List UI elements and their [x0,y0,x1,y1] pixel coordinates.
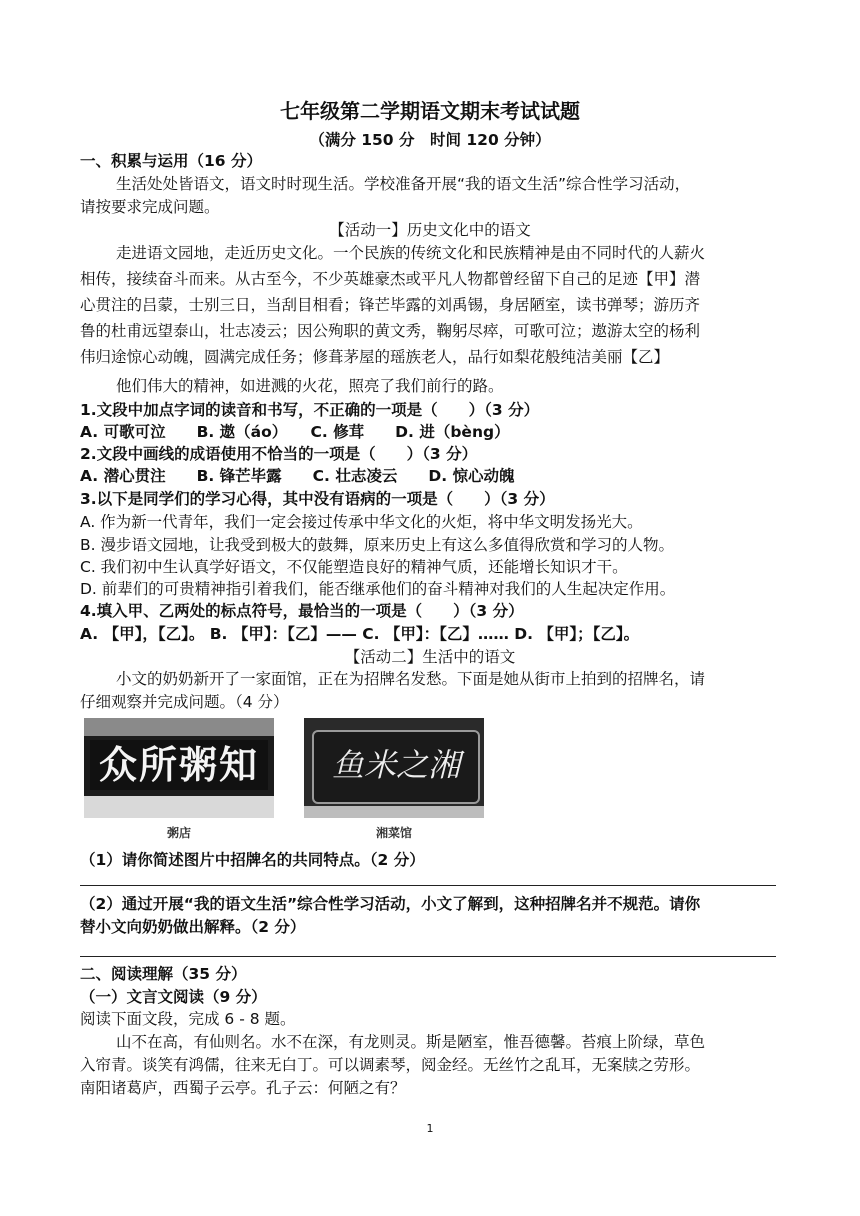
passage-line: 伟归途惊心动魄，圆满完成任务；修葺茅屋的瑶族老人，品行如梨花般纯洁美丽【乙】 [80,348,670,366]
question-1: 1.文段中加点字词的读音和书写，不正确的一项是（ ）（3 分） [80,401,540,419]
sign-storefront [304,806,484,818]
question-4: 4.填入甲、乙两处的标点符号，最恰当的一项是（ ）（3 分） [80,602,524,620]
passage-line: 鲁的杜甫远望泰山，壮志凌云；因公殉职的黄文秀，鞠躬尽瘁，可歌可泣；遨游太空的杨利 [80,322,701,340]
question-3-option: C. 我们初中生认真学好语文，不仅能塑造良好的精神气质，还能增长知识才干。 [80,558,628,576]
passage-line: 他们伟大的精神，如进溅的火花，照亮了我们前行的路。 [116,377,504,395]
sign-caption: 湘菜馆 [375,826,412,840]
answer-line [80,956,776,957]
page-number: 1 [426,1122,434,1135]
question-3-option: B. 漫步语文园地，让我受到极大的鼓舞，原来历史上有这么多值得欣赏和学习的人物。 [80,536,674,554]
page-subtitle: （满分 150 分 时间 120 分钟） [309,131,551,149]
question-1-options: A. 可歌可泣 B. 遨（áo） C. 修茸 D. 进（bèng） [80,423,510,441]
section2-heading: 二、阅读理解（35 分） [80,965,247,983]
passage-line: 相传，接续奋斗而来。从古至今，不少英雄豪杰或平凡人物都曾经留下自己的足迹【甲】潜 [80,270,701,288]
question-3: 3.以下是同学们的学习心得，其中没有语病的一项是（ ）（3 分） [80,490,555,508]
sub-question-1: （1）请你简述图片中招牌名的共同特点。（2 分） [80,851,425,869]
passage-line: 心贯注的吕蒙，士别三日，当刮目相看；锋芒毕露的刘禹锡，身居陋室，读书弹琴；游历齐 [80,296,701,314]
activity2-title: 【活动二】生活中的语文 [344,648,516,666]
question-3-option: A. 作为新一代青年，我们一定会接过传承中华文化的火炬，将中华文明发扬光大。 [80,513,643,531]
question-3-option: D. 前辈们的可贵精神指引着我们，能否继承他们的奋斗精神对我们的人生起决定作用。 [80,580,676,598]
sign-frame-top [84,718,274,736]
sign-photo-congee [84,718,274,818]
question-4-options: A. 【甲】，【乙】。 B. 【甲】：【乙】—— C. 【甲】：【乙】…… D. 【甲】；【乙】。 [80,625,640,643]
passage-line: 走进语文园地，走近历史文化。一个民族的传统文化和民族精神是由不同时代的人薪火 [116,244,706,262]
classical-passage-line: 山不在高，有仙则名。水不在深，有龙则灵。斯是陋室，惟吾德馨。苔痕上阶绿，草色 [116,1033,706,1051]
classical-passage-line: 南阳诸葛庐，西蜀子云亭。孔子云：何陋之有？ [80,1079,406,1097]
question-2-options: A. 潜心贯注 B. 锋芒毕露 C. 壮志凌云 D. 惊心动魄 [80,467,515,485]
activity2-intro-line: 小文的奶奶新开了一家面馆，正在为招牌名发愁。下面是她从街市上拍到的招牌名，请 [116,670,706,688]
sign-board-text: 鱼米之湘 [331,746,460,784]
activity2-intro-line: 仔细观察并完成问题。（4 分） [80,693,289,711]
section2-part1-heading: （一）文言文阅读（9 分） [80,988,267,1006]
sub-question-2-line: 替小文向奶奶做出解释。（2 分） [80,918,306,936]
activity1-title: 【活动一】历史文化中的语文 [329,221,531,239]
section1-heading: 一、积累与运用（16 分） [80,152,262,170]
section1-intro-line: 生活处处皆语文，语文时时现生活。学校准备开展“我的语文生活”综合性学习活动， [116,175,691,193]
question-2: 2.文段中画线的成语使用不恰当的一项是（ ）（3 分） [80,445,478,463]
sign-caption: 粥店 [166,826,191,840]
sign-photo-hunan [304,718,484,818]
sub-question-2-line: （2）通过开展“我的语文生活”综合性学习活动，小文了解到，这种招牌名并不规范。请你 [80,895,701,913]
sign-board-text: 众所粥知 [90,740,268,790]
sign-storefront [84,796,274,818]
classical-passage-line: 入帘青。谈笑有鸿儒，往来无白丁。可以调素琴，阅金经。无丝竹之乱耳，无案牍之劳形。 [80,1056,701,1074]
reading-instruction: 阅读下面文段，完成 6 - 8 题。 [80,1010,296,1028]
answer-line [80,885,776,886]
page-title: 七年级第二学期语文期末考试试题 [280,99,580,123]
section1-intro-line: 请按要求完成问题。 [80,198,220,216]
